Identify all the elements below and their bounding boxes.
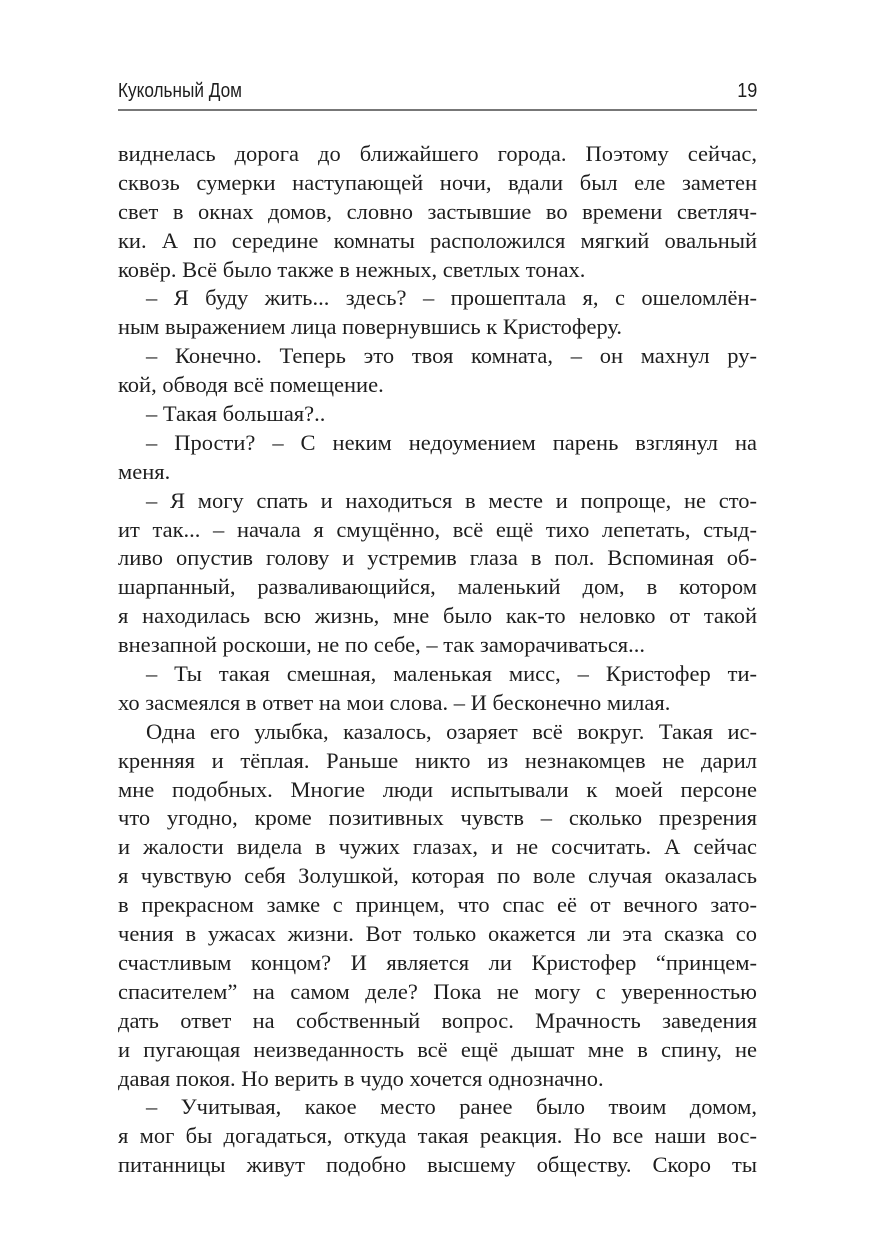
text-line: я мог бы догадаться, откуда такая реакция. Но все наши вос- bbox=[118, 1123, 757, 1149]
text-line: счастливым концом? И является ли Кристофер “принцем- bbox=[118, 949, 757, 975]
text-line: ит так... – начала я смущённо, всё ещё тихо лепетать, стыд- bbox=[118, 516, 757, 542]
text-line: чения в ужасах жизни. Вот только окажется ли эта сказка со bbox=[118, 921, 757, 947]
paragraph bbox=[118, 140, 757, 284]
page-body-text bbox=[118, 140, 757, 1180]
text-line: – Я буду жить... здесь? – прошептала я, с ошеломлён- bbox=[146, 285, 757, 311]
text-line: мне подобных. Многие люди испытывали к моей персоне bbox=[118, 776, 757, 802]
text-line: ковёр. Всё было также в нежных, светлых тонах. bbox=[118, 256, 586, 282]
paragraph bbox=[118, 284, 757, 342]
text-line: – Я могу спать и находиться в месте и попроще, не сто- bbox=[146, 487, 757, 513]
paragraph bbox=[118, 660, 757, 718]
text-line: ки. А по середине комнаты расположился мягкий овальный bbox=[118, 227, 757, 253]
book-title: Кукольный Дом bbox=[118, 80, 243, 102]
text-line: давая покоя. Но верить в чудо хочется однозначно. bbox=[118, 1065, 604, 1091]
text-line: ным выражением лица повернувшись к Кристоферу. bbox=[118, 314, 623, 340]
text-line: – Ты такая смешная, маленькая мисс, – Кристофер ти- bbox=[146, 661, 757, 687]
paragraph bbox=[118, 718, 757, 1094]
text-line: и жалости видела в чужих глазах, и не сосчитать. А сейчас bbox=[118, 834, 757, 860]
text-line: питанницы живут подобно высшему обществу. Скоро ты bbox=[118, 1152, 757, 1178]
text-line: и пугающая неизведанность всё ещё дышат мне в спину, не bbox=[118, 1036, 757, 1062]
header-rule bbox=[118, 109, 757, 111]
text-line: – Конечно. Теперь это твоя комната, – он махнул ру- bbox=[146, 343, 757, 369]
text-line: сквозь сумерки наступающей ночи, вдали был еле заметен bbox=[118, 169, 757, 195]
page-number: 19 bbox=[736, 80, 757, 102]
text-line: ливо опустив голову и устремив глаза в пол. Вспоминая об- bbox=[118, 545, 757, 571]
text-line: виднелась дорога до ближайшего города. Поэтому сейчас, bbox=[118, 141, 757, 166]
paragraph bbox=[118, 429, 757, 487]
paragraph bbox=[118, 400, 757, 429]
text-line: – Учитывая, какое место ранее было твоим домом, bbox=[146, 1094, 757, 1120]
text-line: я находилась всю жизнь, мне было как-то неловко от такой bbox=[118, 603, 757, 629]
text-line: шарпанный, разваливающийся, маленький дом, в котором bbox=[118, 574, 757, 600]
paragraph bbox=[118, 342, 757, 400]
text-line: внезапной роскоши, не по себе, – так заморачиваться... bbox=[118, 632, 646, 658]
text-line: кренняя и тёплая. Раньше никто из незнакомцев не дарил bbox=[118, 747, 757, 773]
running-header bbox=[118, 78, 757, 108]
text-line: кой, обводя всё помещение. bbox=[118, 372, 384, 398]
paragraph bbox=[118, 1093, 757, 1180]
text-line: Одна его улыбка, казалось, озаряет всё вокруг. Такая ис- bbox=[146, 718, 757, 744]
text-line: я чувствую себя Золушкой, которая по воле случая оказалась bbox=[118, 863, 757, 889]
text-line: дать ответ на собственный вопрос. Мрачность заведения bbox=[118, 1007, 757, 1033]
text-line: меня. bbox=[118, 458, 171, 484]
paragraph bbox=[118, 487, 757, 660]
text-line: что угодно, кроме позитивных чувств – сколько презрения bbox=[118, 805, 757, 831]
text-line: – Такая большая?.. bbox=[146, 401, 326, 427]
text-line: – Прости? – С неким недоумением парень взглянул на bbox=[146, 429, 757, 455]
text-line: в прекрасном замке с принцем, что спас её от вечного зато- bbox=[118, 892, 757, 918]
text-line: хо засмеялся в ответ на мои слова. – И бесконечно милая. bbox=[118, 689, 671, 715]
text-line: спасителем” на самом деле? Пока не могу с уверенностью bbox=[118, 978, 757, 1004]
text-line: свет в окнах домов, словно застывшие во времени светляч- bbox=[118, 198, 757, 224]
